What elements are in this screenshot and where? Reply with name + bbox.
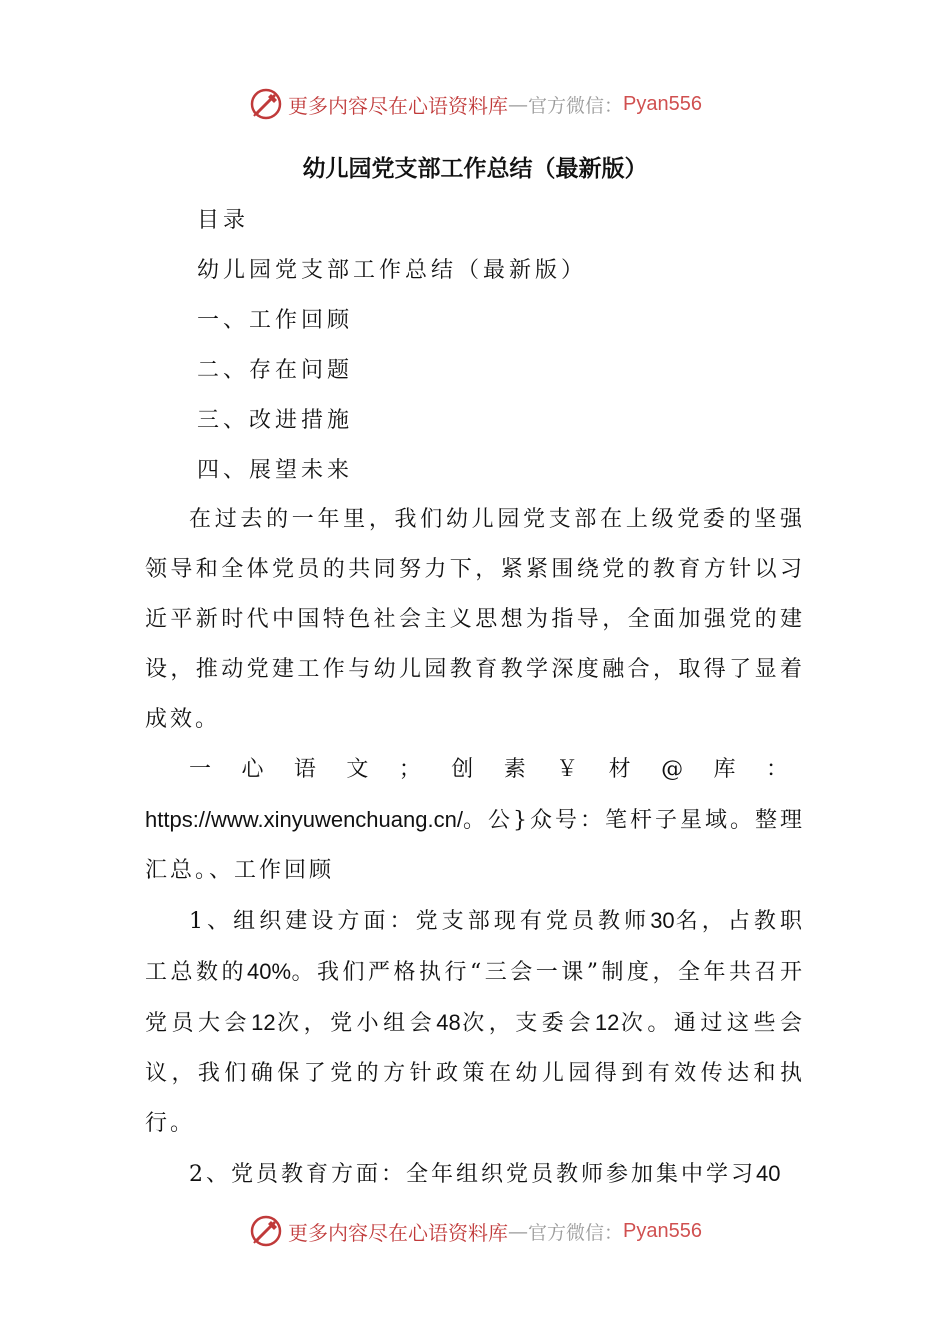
toc-item: 幼儿园党支部工作总结（最新版） (197, 258, 588, 283)
paragraph-source (145, 745, 805, 896)
footer-watermark (0, 1211, 950, 1251)
pen-logo-icon (248, 1213, 284, 1249)
text-run: 次，党小组会 (275, 1011, 437, 1036)
number-run: 40 (756, 1161, 781, 1186)
number-run: 12 (594, 1010, 620, 1035)
watermark-left-text: 更多内容尽在心语资料库 (288, 93, 508, 118)
document-title: 幼儿园党支部工作总结（最新版） (302, 156, 648, 182)
watermark-left-text: 更多内容尽在心语资料库 (288, 1220, 508, 1245)
number-run: 40% (247, 959, 292, 984)
text-run: 名，占教职工总数的 (145, 909, 805, 985)
text-run: 次，支委会 (460, 1011, 595, 1036)
number-run: 30 (650, 908, 675, 933)
header-watermark (0, 84, 950, 124)
toc-item: 一、工作回顾 (197, 308, 354, 333)
text-run: 次。通过这些会议，我们确保了党的方针政策在幼儿园得到有效传达和执行。 (145, 1011, 805, 1136)
toc-heading: 目录 (197, 208, 250, 233)
toc-item: 四、展望未来 (197, 458, 354, 483)
table-of-contents (197, 196, 817, 496)
pen-logo-icon (248, 86, 284, 122)
watermark-wechat-id: Pyan556 (623, 1219, 702, 1242)
text-run: 1、组织建设方面：党支部现有党员教师 (189, 909, 651, 934)
source-url: https://www.xinyuwenchuang.cn/ (145, 807, 463, 832)
watermark-dash: — (508, 92, 528, 116)
paragraph-intro: 在过去的一年里，我们幼儿园党支部在上级党委的坚强领导和全体党员的共同努力下，紧紧围绕党的教育方针以习近平新时代中国特色社会主义思想为指导，全面加强党的建设，推动党建工作与幼儿园教育教学深度融合，取得了显着成效。 (145, 507, 805, 732)
toc-item: 三、改进措施 (197, 408, 354, 433)
watermark-dash: — (508, 1219, 528, 1243)
watermark-right-text: 官方微信： (528, 94, 624, 117)
toc-item: 二、存在问题 (197, 358, 354, 383)
paragraph-education (145, 1149, 805, 1200)
number-run: 48 (436, 1010, 461, 1035)
watermark-right-text: 官方微信： (528, 1221, 624, 1244)
text-run: 2、党员教育方面：全年组织党员教师参加集中学习 (189, 1162, 756, 1187)
text-run: 。我们严格执行“三会一课”制度，全年共召开党员大会 (145, 960, 805, 1036)
document-body (145, 495, 805, 1200)
paragraph-organization (145, 896, 805, 1149)
watermark-wechat-id: Pyan556 (623, 92, 702, 115)
source-suffix: 。公}众号：笔杆子星域。整理汇总。、工作回顾 (145, 808, 805, 883)
number-run: 12 (251, 1010, 276, 1035)
source-prefix: 一心语文；创素￥材@库： (189, 757, 805, 782)
